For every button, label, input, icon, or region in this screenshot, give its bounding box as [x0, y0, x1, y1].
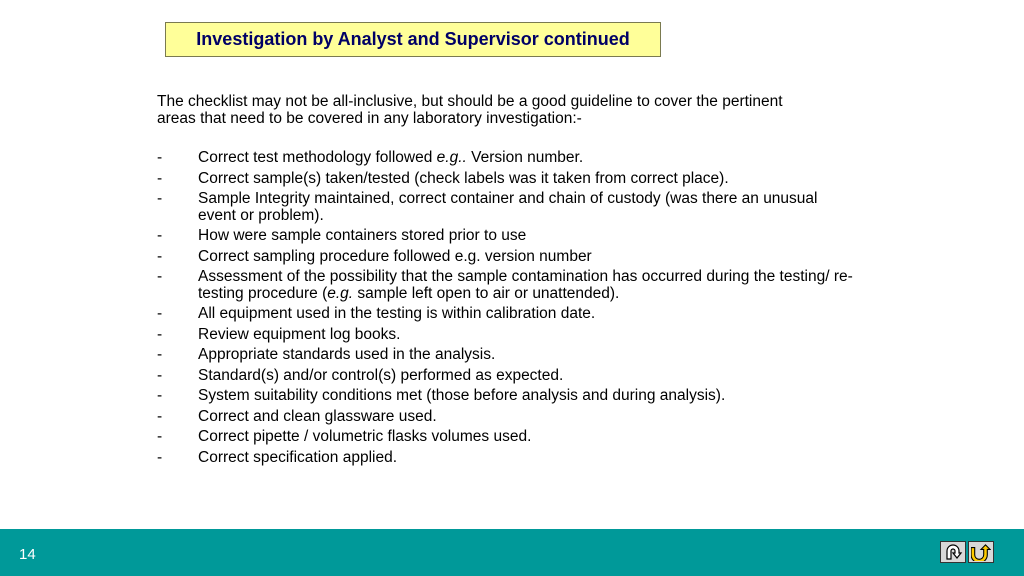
checklist-item-text [198, 368, 857, 385]
bullet-dash: - [157, 346, 163, 363]
nav-buttons [940, 541, 994, 563]
item-text: Correct specification applied. [198, 448, 398, 466]
slide-title-box [165, 22, 661, 57]
checklist-item [157, 347, 857, 364]
bullet-dash: - [157, 366, 163, 384]
item-text: Correct sample(s) taken/tested (check labels was it taken from correct place). [198, 169, 729, 187]
checklist-item-text [198, 409, 857, 426]
bullet-dash: - [157, 169, 163, 187]
italic-text: e.g. [327, 284, 354, 302]
checklist-item [157, 368, 857, 385]
checklist-item-text [198, 249, 857, 266]
bullet-dash: - [157, 448, 163, 466]
bullet-dash: - [157, 325, 163, 343]
checklist-item [157, 228, 857, 245]
checklist-item-text [198, 171, 857, 188]
return-back-button[interactable] [940, 541, 966, 563]
checklist-item [157, 327, 857, 344]
item-text: Appropriate standards used in the analysis. [198, 346, 496, 363]
checklist-item [157, 409, 857, 426]
bullet-dash: - [157, 190, 163, 207]
bullet-dash: - [157, 149, 163, 166]
page-number: 14 [19, 546, 36, 563]
checklist-item-text [198, 228, 857, 245]
checklist-item [157, 269, 857, 302]
return-up-button[interactable] [968, 541, 994, 563]
slide-title: Investigation by Analyst and Supervisor continued [196, 29, 630, 49]
checklist-item-text [198, 306, 857, 323]
bullet-dash: - [157, 268, 163, 285]
checklist-item-text [198, 327, 857, 344]
intro-paragraph: The checklist may not be all-inclusive, but should be a good guideline to cover the pertinent areas that need to be covered in any laboratory investigation:- [157, 93, 783, 127]
checklist-item [157, 150, 857, 167]
footer-bar [0, 529, 1024, 576]
checklist-item-text [198, 388, 857, 405]
item-text: Correct test methodology followed [198, 149, 437, 166]
item-text: Sample Integrity maintained, correct container and chain of custody (was there an unusual event or problem). [198, 190, 818, 224]
checklist-item-text [198, 450, 857, 467]
item-text: All equipment used in the testing is within calibration date. [198, 305, 596, 322]
item-text: Assessment of the possibility that the sample contamination has occurred during the testing/ re-testing procedure ( [198, 268, 853, 302]
checklist-item-text [198, 429, 857, 446]
bullet-dash: - [157, 407, 163, 425]
item-text: Correct sampling procedure followed e.g. version number [198, 247, 592, 265]
bullet-dash: - [157, 428, 163, 445]
checklist-item-text [198, 269, 857, 302]
checklist-item-text [198, 347, 857, 364]
item-text: Version number. [466, 149, 584, 166]
item-text: Correct and clean glassware used. [198, 407, 437, 425]
item-text: How were sample containers stored prior to use [198, 227, 527, 244]
checklist-item [157, 171, 857, 188]
checklist-item [157, 249, 857, 266]
item-text: Standard(s) and/or control(s) performed as expected. [198, 366, 564, 384]
item-text: Correct pipette / volumetric flasks volumes used. [198, 428, 532, 445]
item-text: Review equipment log books. [198, 325, 401, 343]
bullet-dash: - [157, 305, 163, 322]
bullet-dash: - [157, 247, 163, 265]
italic-text: e.g.. [436, 149, 467, 166]
checklist-item [157, 388, 857, 405]
item-text: System suitability conditions met (those before analysis and during analysis). [198, 387, 726, 404]
bullet-dash: - [157, 227, 163, 244]
investigation-checklist [157, 150, 857, 470]
checklist-item-text [198, 191, 857, 224]
checklist-item [157, 191, 857, 224]
return-arrow-icon [943, 543, 963, 561]
checklist-item [157, 450, 857, 467]
bullet-dash: - [157, 387, 163, 404]
item-text: sample left open to air or unattended). [353, 284, 620, 302]
checklist-item [157, 306, 857, 323]
u-turn-arrow-icon [971, 543, 991, 561]
checklist-item [157, 429, 857, 446]
checklist-item-text [198, 150, 857, 167]
